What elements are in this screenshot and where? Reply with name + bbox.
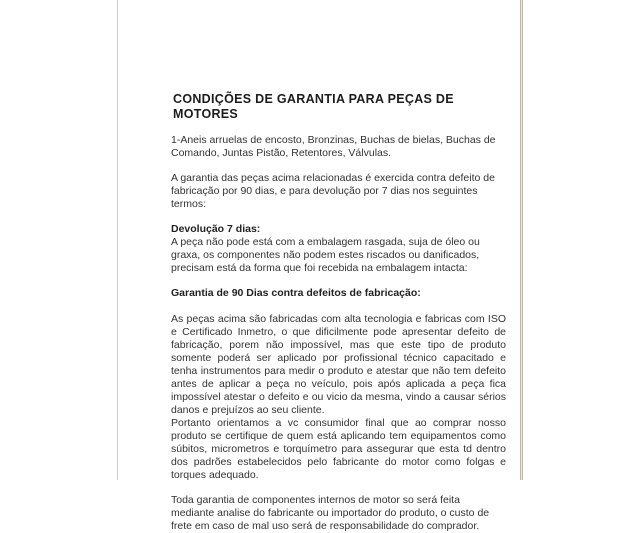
warranty-90-paragraph-1: As peças acima são fabricadas com alta tecnologia e fabricas com ISO e Certificado Inmetro, o que dificilmente pode apresentar defeito de fabricação, porem não impossível, mas que este tipo de produto somente poderá ser aplicado por profissional técnico capacitado e tenha instrumentos para medir o produto e atestar que não tem defeito antes de aplicar a peça no veículo, pois após aplicada a peça fica impossível atestar o defeito e ou vicio da mesma, vindo a causar sérios danos e prejuízos ao seu cliente. (171, 313, 506, 416)
closing-paragraph: Toda garantia de componentes internos de motor so será feita mediante analise do fabricante ou importador do produto, o custo de frete em caso de mal uso será de responsabilidade do comprador. (171, 494, 490, 532)
parts-list-paragraph: 1-Aneis arruelas de encosto, Bronzinas, Buchas de bielas, Buchas de Comando, Juntas Pistão, Retentores, Válvulas. (171, 134, 496, 159)
return-policy-heading: Devolução 7 dias: (171, 223, 261, 235)
page-right-edge-rule (520, 0, 523, 480)
document-content (171, 92, 506, 533)
warranty-90-paragraph-2: Portanto orientamos a vc consumidor final que ao comprar nosso produto se certifique de quem está aplicando tem equipamentos como súbitos, micrometros e torquímetro para assegurar que esta td dentro dos padrões estabelecidos pelo fabricante do motor como folgas e torques adequado. (171, 417, 506, 481)
warranty-90-heading: Garantia de 90 Dias contra defeitos de fabricação: (171, 287, 421, 299)
document-title: CONDIÇÕES DE GARANTIA PARA PEÇAS DE MOTORES (173, 92, 454, 121)
return-policy-paragraph: A peça não pode está com a embalagem rasgada, suja de óleo ou graxa, os componentes não podem estes riscados ou danificados, precisam está da forma que foi recebida na embalagem intacta: (171, 236, 480, 274)
page-left-edge-rule (117, 0, 118, 480)
warranty-terms-paragraph: A garantia das peças acima relacionadas é exercida contra defeito de fabricação por 90 dias, e para devolução por 7 dias nos seguintes termos: (171, 172, 495, 210)
